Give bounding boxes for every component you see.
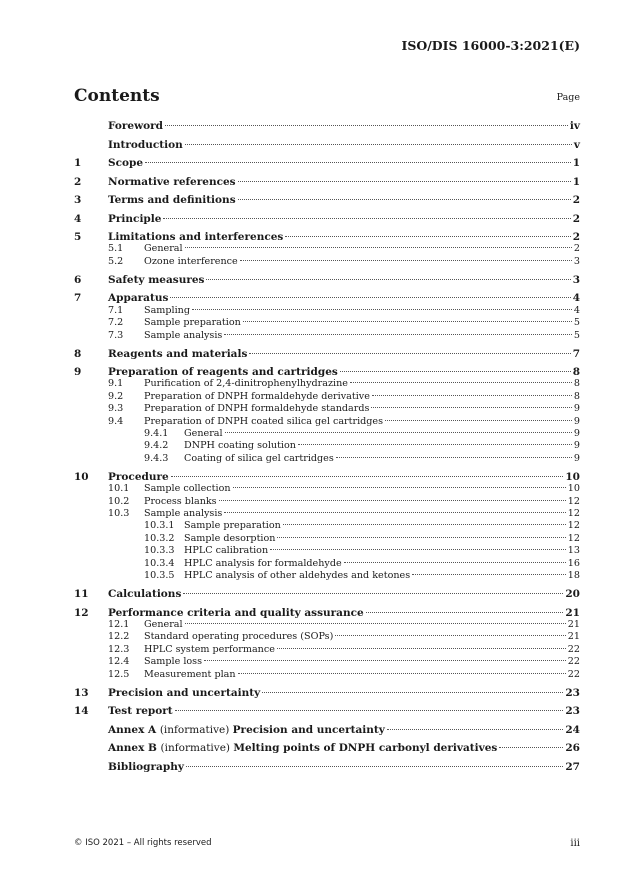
dot-leader bbox=[238, 199, 571, 200]
toc-entry[interactable] bbox=[74, 231, 580, 243]
toc-entry-title: Sample preparation bbox=[184, 520, 281, 532]
toc-entry-page: 21 bbox=[565, 606, 580, 619]
toc-entry[interactable] bbox=[74, 471, 580, 483]
dot-leader bbox=[240, 260, 572, 261]
toc-entry-page: 21 bbox=[567, 618, 580, 630]
toc-entry[interactable] bbox=[74, 139, 580, 151]
toc-entry[interactable] bbox=[74, 256, 580, 267]
dot-leader bbox=[185, 623, 566, 624]
toc-entry-number: 12 bbox=[74, 606, 89, 619]
toc-entry[interactable] bbox=[74, 656, 580, 667]
dot-leader bbox=[385, 420, 572, 421]
toc-entry-number: 9.4.1 bbox=[144, 428, 169, 439]
toc-entry-page: 21 bbox=[567, 631, 580, 643]
toc-entry[interactable] bbox=[74, 607, 580, 619]
toc-entry[interactable] bbox=[74, 428, 580, 439]
toc-entry-title: Calculations bbox=[108, 588, 182, 600]
toc-entry-number: 9.4.2 bbox=[144, 440, 169, 452]
dot-leader bbox=[262, 692, 563, 693]
toc-entry-title: Measurement plan bbox=[144, 668, 236, 680]
toc-entry-page: 5 bbox=[573, 317, 580, 329]
toc-entry-number: 6 bbox=[74, 273, 82, 286]
toc-entry[interactable] bbox=[74, 157, 580, 169]
dot-leader bbox=[192, 309, 572, 310]
toc-entry-title: Coating of silica gel cartridges bbox=[184, 452, 334, 464]
toc-entry[interactable] bbox=[74, 687, 580, 699]
toc-entry-number: 7.3 bbox=[108, 329, 124, 341]
toc-entry-page: 12 bbox=[567, 495, 580, 507]
toc-entry-title: Normative references bbox=[108, 175, 236, 188]
toc-entry[interactable] bbox=[74, 644, 580, 655]
dot-leader bbox=[185, 144, 572, 145]
toc-entry-title: Purification of 2,4-dinitrophenylhydrazine bbox=[144, 378, 348, 390]
toc-entry-page: 9 bbox=[573, 415, 580, 427]
annex-label: Annex B bbox=[108, 742, 161, 754]
toc-entry[interactable] bbox=[74, 274, 580, 286]
toc-entry-page: 13 bbox=[567, 545, 580, 557]
toc-entry-page: 5 bbox=[573, 329, 580, 341]
page-column-label: Page bbox=[556, 92, 580, 103]
toc-entry-page: 12 bbox=[567, 520, 580, 532]
dot-leader bbox=[499, 747, 563, 748]
toc-entry-number: 3 bbox=[74, 194, 82, 206]
toc-entry[interactable] bbox=[74, 305, 580, 316]
toc-entry-page: 1 bbox=[572, 157, 580, 169]
toc-entry-title: HPLC analysis for formaldehyde bbox=[184, 557, 342, 569]
dot-leader bbox=[270, 549, 566, 550]
toc-entry[interactable] bbox=[74, 483, 580, 494]
toc-entry[interactable] bbox=[74, 292, 580, 304]
dot-leader bbox=[285, 236, 570, 237]
toc-entry-number: 9 bbox=[74, 366, 82, 378]
dot-leader bbox=[298, 444, 572, 445]
dot-leader bbox=[277, 648, 566, 649]
toc-entry-page: 4 bbox=[572, 292, 580, 305]
toc-entry-page: 22 bbox=[567, 668, 580, 680]
annex-title: Precision and uncertainty bbox=[232, 723, 385, 736]
toc-entry-number: 12.3 bbox=[108, 643, 130, 655]
toc-entry-page: v bbox=[573, 138, 580, 151]
toc-entry-title: Safety measures bbox=[108, 273, 205, 286]
toc-entry-title: Procedure bbox=[108, 470, 169, 483]
toc-entry-number: 7.1 bbox=[108, 304, 124, 316]
toc-entry[interactable] bbox=[74, 761, 580, 773]
toc-entry-number: 7 bbox=[74, 292, 82, 305]
toc-entry-page: 1 bbox=[572, 175, 580, 188]
toc-entry-title: Reagents and materials bbox=[108, 347, 248, 360]
dot-leader bbox=[175, 710, 564, 711]
toc-entry-number: 13 bbox=[74, 686, 89, 699]
toc-entry-title: Sampling bbox=[144, 304, 190, 316]
toc-entry[interactable] bbox=[74, 520, 580, 531]
dot-leader bbox=[206, 279, 570, 280]
toc-entry[interactable] bbox=[74, 669, 580, 680]
toc-entry-page: 23 bbox=[565, 686, 580, 699]
toc-entry-number: 10.3.2 bbox=[144, 532, 175, 544]
toc-entry-title: Sample analysis bbox=[144, 508, 223, 519]
toc-entry-page: 12 bbox=[567, 532, 580, 544]
toc-entry[interactable] bbox=[74, 496, 580, 507]
toc-entry-title: HPLC system performance bbox=[144, 643, 275, 655]
toc-entry-page: 24 bbox=[565, 723, 580, 736]
dot-leader bbox=[387, 729, 563, 730]
toc-entry-page: 18 bbox=[567, 570, 580, 581]
toc-entry-number: 9.4.3 bbox=[144, 452, 169, 464]
dot-leader bbox=[371, 407, 571, 408]
dot-leader bbox=[165, 125, 568, 126]
dot-leader bbox=[249, 353, 570, 354]
toc-entry-page: 9 bbox=[573, 403, 580, 415]
toc-entry-page: 9 bbox=[573, 440, 580, 452]
toc-entry-page: 10 bbox=[567, 483, 580, 495]
toc-entry-number: 5.1 bbox=[108, 243, 124, 255]
toc-entry-page: 12 bbox=[567, 508, 580, 519]
toc-entry[interactable] bbox=[74, 317, 580, 328]
toc-entry-title: General bbox=[184, 428, 223, 439]
toc-entry-page: 2 bbox=[572, 231, 580, 243]
toc-entry-page: 20 bbox=[565, 588, 580, 600]
toc-entry-page: 23 bbox=[565, 705, 580, 717]
toc-entry-number: 4 bbox=[74, 212, 82, 225]
toc-entry-page: 27 bbox=[565, 760, 580, 773]
toc-entry-number: 8 bbox=[74, 347, 82, 360]
toc-entry[interactable] bbox=[74, 558, 580, 569]
dot-leader bbox=[340, 371, 571, 372]
toc-entry[interactable] bbox=[74, 533, 580, 544]
toc-entry-number: 12.2 bbox=[108, 631, 130, 643]
dot-leader bbox=[372, 395, 572, 396]
toc-entry[interactable] bbox=[74, 570, 580, 581]
dot-leader bbox=[243, 321, 572, 322]
toc-entry-number: 1 bbox=[74, 157, 82, 169]
dot-leader bbox=[336, 457, 572, 458]
toc-entry[interactable] bbox=[74, 378, 580, 389]
toc-entry-number: 9.3 bbox=[108, 403, 124, 415]
annex-label: Annex A bbox=[108, 723, 160, 736]
dot-leader bbox=[277, 537, 565, 538]
toc-entry-number: 7.2 bbox=[108, 317, 124, 329]
toc-entry[interactable] bbox=[74, 403, 580, 414]
toc-entry-page: 16 bbox=[567, 557, 580, 569]
toc-entry-title: Standard operating procedures (SOPs) bbox=[144, 631, 334, 643]
toc-entry-title: HPLC analysis of other aldehydes and ketones bbox=[184, 570, 411, 581]
toc-entry[interactable] bbox=[74, 243, 580, 254]
toc-entry-number: 10.3.4 bbox=[144, 557, 175, 569]
toc-entry-number: 12.5 bbox=[108, 668, 130, 680]
toc-entry-number: 14 bbox=[74, 705, 89, 717]
toc-entry-number: 11 bbox=[74, 588, 89, 600]
toc-entry-title: Sample analysis bbox=[144, 329, 223, 341]
toc-entry-title: Process blanks bbox=[144, 495, 217, 507]
toc-entry-number: 10.3.1 bbox=[144, 520, 175, 532]
toc-entry[interactable] bbox=[74, 508, 580, 519]
dot-leader bbox=[204, 660, 566, 661]
toc-entry[interactable] bbox=[74, 194, 580, 206]
toc-entry-title: DNPH coating solution bbox=[184, 440, 296, 452]
toc-entry-page: 8 bbox=[573, 378, 580, 390]
toc-entry-page: 2 bbox=[573, 243, 580, 255]
toc-entry-title: Bibliography bbox=[108, 760, 184, 773]
annex-note: (informative) bbox=[159, 723, 233, 736]
toc-entry[interactable] bbox=[74, 440, 580, 451]
toc-entry-number: 10.3.5 bbox=[144, 570, 175, 581]
toc-entry[interactable] bbox=[74, 416, 580, 427]
toc-entry-title: Preparation of DNPH coated silica gel cartridges bbox=[144, 415, 384, 427]
toc-entry-title: Apparatus bbox=[108, 292, 169, 305]
toc-entry-page: 10 bbox=[565, 470, 580, 483]
toc-entry-title: Sample loss bbox=[144, 656, 203, 668]
toc-entry-number: 2 bbox=[74, 175, 82, 188]
toc-entry-page: 26 bbox=[565, 742, 580, 754]
toc-entry-page: 9 bbox=[573, 452, 580, 464]
toc-entry-title: Preparation of DNPH formaldehyde standards bbox=[144, 403, 370, 415]
toc-entry[interactable] bbox=[74, 619, 580, 630]
dot-leader bbox=[344, 562, 566, 563]
toc-entry[interactable] bbox=[74, 366, 580, 378]
toc-entry[interactable] bbox=[74, 330, 580, 341]
dot-leader bbox=[186, 766, 563, 767]
toc-entry[interactable] bbox=[74, 588, 580, 600]
toc-entry-title: Principle bbox=[108, 212, 162, 225]
toc-entry-title: Ozone interference bbox=[144, 255, 238, 267]
toc-entry[interactable] bbox=[74, 724, 580, 736]
toc-entry-page: 9 bbox=[573, 428, 580, 439]
toc-entry-title: Foreword bbox=[108, 120, 164, 132]
annex-title: Melting points of DNPH carbonyl derivatives bbox=[233, 742, 498, 754]
toc-entry-title: Preparation of DNPH formaldehyde derivative bbox=[144, 390, 370, 402]
toc-entry-page: 8 bbox=[573, 390, 580, 402]
toc-entry-page: 8 bbox=[572, 366, 580, 378]
dot-leader bbox=[283, 524, 566, 525]
page-title: Contents bbox=[74, 86, 160, 106]
dot-leader bbox=[224, 334, 572, 335]
toc-entry-title: HPLC calibration bbox=[184, 545, 269, 557]
dot-leader bbox=[224, 512, 565, 513]
toc-entry[interactable] bbox=[74, 176, 580, 188]
toc-entry-number: 10.1 bbox=[108, 483, 130, 495]
toc-entry-title: Precision and uncertainty bbox=[108, 686, 261, 699]
dot-leader bbox=[170, 297, 570, 298]
toc-entry[interactable] bbox=[74, 213, 580, 225]
toc-entry[interactable] bbox=[74, 705, 580, 717]
toc-entry[interactable] bbox=[74, 742, 580, 754]
dot-leader bbox=[350, 382, 572, 383]
toc-entry-number: 9.2 bbox=[108, 390, 124, 402]
toc-entry-number: 10 bbox=[74, 470, 89, 483]
page-number: iii bbox=[570, 838, 580, 849]
toc-entry-page: 4 bbox=[573, 304, 580, 316]
toc-entry-title: Scope bbox=[108, 157, 144, 169]
dot-leader bbox=[145, 162, 571, 163]
toc-entry-title: Sample preparation bbox=[144, 317, 241, 329]
toc-entry-number: 5.2 bbox=[108, 255, 124, 267]
copyright-notice: © ISO 2021 – All rights reserved bbox=[74, 838, 212, 848]
toc-entry-page: 2 bbox=[572, 212, 580, 225]
annex-note: (informative) bbox=[160, 742, 234, 754]
toc-entry-title: Sample desorption bbox=[184, 532, 276, 544]
dot-leader bbox=[238, 673, 566, 674]
toc-entry-number: 5 bbox=[74, 231, 82, 243]
toc-entry-number: 9.1 bbox=[108, 378, 124, 390]
toc-entry-title bbox=[108, 724, 385, 736]
toc-entry-title: Preparation of reagents and cartridges bbox=[108, 366, 338, 378]
dot-leader bbox=[185, 247, 572, 248]
toc-entry[interactable] bbox=[74, 453, 580, 464]
dot-leader bbox=[225, 432, 572, 433]
dot-leader bbox=[183, 593, 563, 594]
toc-entry-number: 9.4 bbox=[108, 415, 124, 427]
toc-entry-page: 2 bbox=[572, 194, 580, 206]
dot-leader bbox=[171, 476, 564, 477]
toc-entry-page: 7 bbox=[572, 347, 580, 360]
toc-entry-title: General bbox=[144, 618, 183, 630]
document-id: ISO/DIS 16000-3:2021(E) bbox=[401, 38, 580, 53]
toc-entry-title: Limitations and interferences bbox=[108, 231, 284, 243]
toc-entry-title bbox=[108, 742, 497, 754]
dot-leader bbox=[163, 218, 570, 219]
toc-entry-page: 22 bbox=[567, 643, 580, 655]
toc-entry-number: 10.2 bbox=[108, 495, 130, 507]
toc-entry-title: Test report bbox=[108, 705, 173, 717]
dot-leader bbox=[233, 487, 566, 488]
toc-entry-page: iv bbox=[569, 120, 580, 132]
toc-entry[interactable] bbox=[74, 545, 580, 556]
toc-entry[interactable] bbox=[74, 348, 580, 360]
toc-entry-page: 3 bbox=[572, 273, 580, 286]
toc-entry-title: Sample collection bbox=[144, 483, 231, 495]
toc-entry-page: 3 bbox=[573, 255, 580, 267]
toc-entry-title: General bbox=[144, 243, 183, 255]
dot-leader bbox=[219, 500, 566, 501]
toc-entry[interactable] bbox=[74, 391, 580, 402]
toc-entry-number: 12.4 bbox=[108, 656, 130, 668]
toc-entry-number: 10.3 bbox=[108, 508, 130, 519]
dot-leader bbox=[238, 181, 571, 182]
toc-entry[interactable] bbox=[74, 120, 580, 132]
toc-entry-title: Introduction bbox=[108, 138, 183, 151]
toc-entry-number: 12.1 bbox=[108, 618, 130, 630]
dot-leader bbox=[335, 635, 565, 636]
toc-entry-page: 22 bbox=[567, 656, 580, 668]
dot-leader bbox=[366, 612, 564, 613]
toc-entry[interactable] bbox=[74, 631, 580, 642]
toc-entry-title: Terms and definitions bbox=[108, 194, 236, 206]
toc-entry-title: Performance criteria and quality assurance bbox=[108, 606, 364, 619]
dot-leader bbox=[412, 574, 566, 575]
toc-entry-number: 10.3.3 bbox=[144, 545, 175, 557]
